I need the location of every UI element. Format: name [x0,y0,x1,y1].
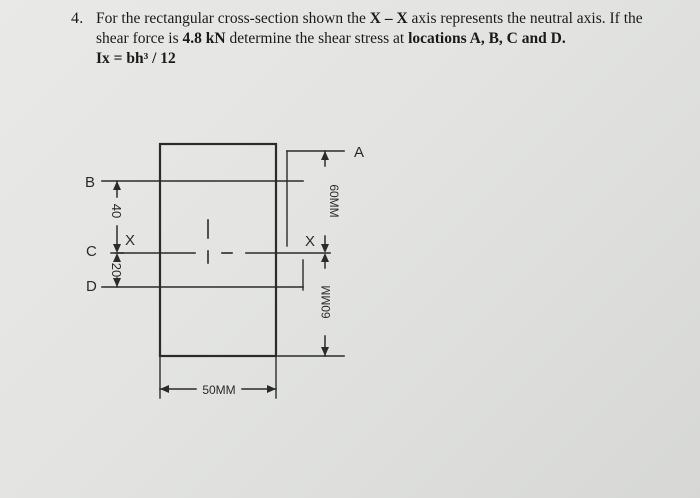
label-x-left: X [125,232,136,249]
label-b: B [85,174,96,191]
question-text-2a: shear force is [96,30,183,47]
arrow-60-mid-up [321,244,329,253]
arrow-20-bottom [113,278,121,287]
dimension-40: 40 [109,203,124,219]
arrow-40-bottom [113,244,121,253]
label-c: C [86,243,97,260]
label-a: A [354,144,365,161]
question-text-2c: determine the shear stress at [225,30,409,47]
cross-section-rectangle [160,144,276,356]
question-text-1a: For the rectangular cross-section shown the [96,10,370,27]
arrow-60-top [321,151,329,160]
dimension-60-lower: 60MM [319,285,333,319]
arrow-20-top [113,253,121,262]
moment-of-inertia-formula: Ix = bh³ / 12 [96,50,176,67]
arrow-width-left [160,385,169,393]
dimension-width-50: 50MM [202,383,236,397]
arrow-40-top [113,181,121,190]
dimension-20: 20 [109,262,124,278]
question-number: 4. [71,10,84,27]
locations-text: locations A, B, C and D. [408,30,566,47]
label-d: D [86,278,97,295]
arrow-width-right [267,385,276,393]
shear-force-value: 4.8 kN [182,30,226,47]
dimension-60-upper: 60MM [327,184,341,218]
neutral-axis-label: X – X [369,10,408,27]
label-x-right: X [305,233,316,250]
arrow-60-bottom [321,347,329,356]
arrow-60-mid-down [321,253,329,262]
question-text-1c: axis represents the neutral axis. If the [407,10,643,27]
